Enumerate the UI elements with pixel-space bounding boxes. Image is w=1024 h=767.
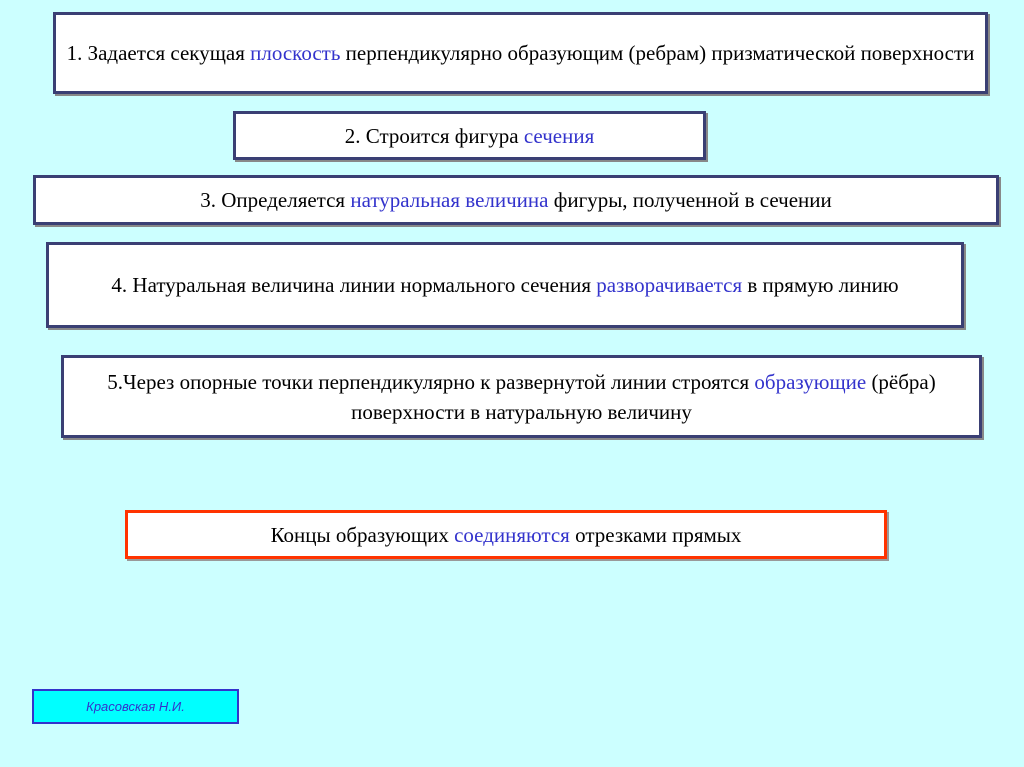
step-1-box xyxy=(53,12,988,94)
step-4-highlight: разворачивается xyxy=(596,273,743,297)
step-1-highlight: плоскость xyxy=(250,41,341,65)
step-3-part: фигуры, полученной в сечении xyxy=(548,188,832,212)
step-5-part: 5.Через опорные точки перпендикулярно к развернутой линии строятся xyxy=(107,369,755,394)
step-4-text xyxy=(111,270,898,300)
step-5-part: (рёбра) поверхности в натуральную величину xyxy=(351,369,936,424)
step-2-part: 2. Строится фигура xyxy=(344,123,524,148)
step-4-box xyxy=(46,242,964,328)
conclusion-part: Концы образующих xyxy=(270,522,455,547)
author-label: Красовская Н.И. xyxy=(32,689,239,724)
conclusion-text xyxy=(271,520,742,550)
step-4-part: 4. Натуральная величина линии нормального сечения xyxy=(111,273,597,297)
step-1-part: перпендикулярно образующим (ребрам) призматической поверхности xyxy=(340,41,975,65)
step-3-part: 3. Определяется xyxy=(200,188,351,212)
step-1-text xyxy=(67,38,975,68)
step-2-text xyxy=(345,121,595,151)
step-3-text xyxy=(200,185,831,215)
conclusion-highlight: соединяются xyxy=(454,522,570,547)
step-5-highlight: образующие xyxy=(754,369,867,394)
step-3-box xyxy=(33,175,999,225)
step-2-highlight: сечения xyxy=(523,123,595,148)
step-5-text xyxy=(74,367,969,427)
conclusion-box xyxy=(125,510,887,559)
step-1-part: 1. Задается секущая xyxy=(66,41,251,65)
conclusion-part: отрезками прямых xyxy=(569,522,742,547)
step-5-box xyxy=(61,355,982,438)
step-2-box xyxy=(233,111,706,160)
step-3-highlight: натуральная величина xyxy=(350,188,549,212)
step-4-part: в прямую линию xyxy=(742,273,899,297)
